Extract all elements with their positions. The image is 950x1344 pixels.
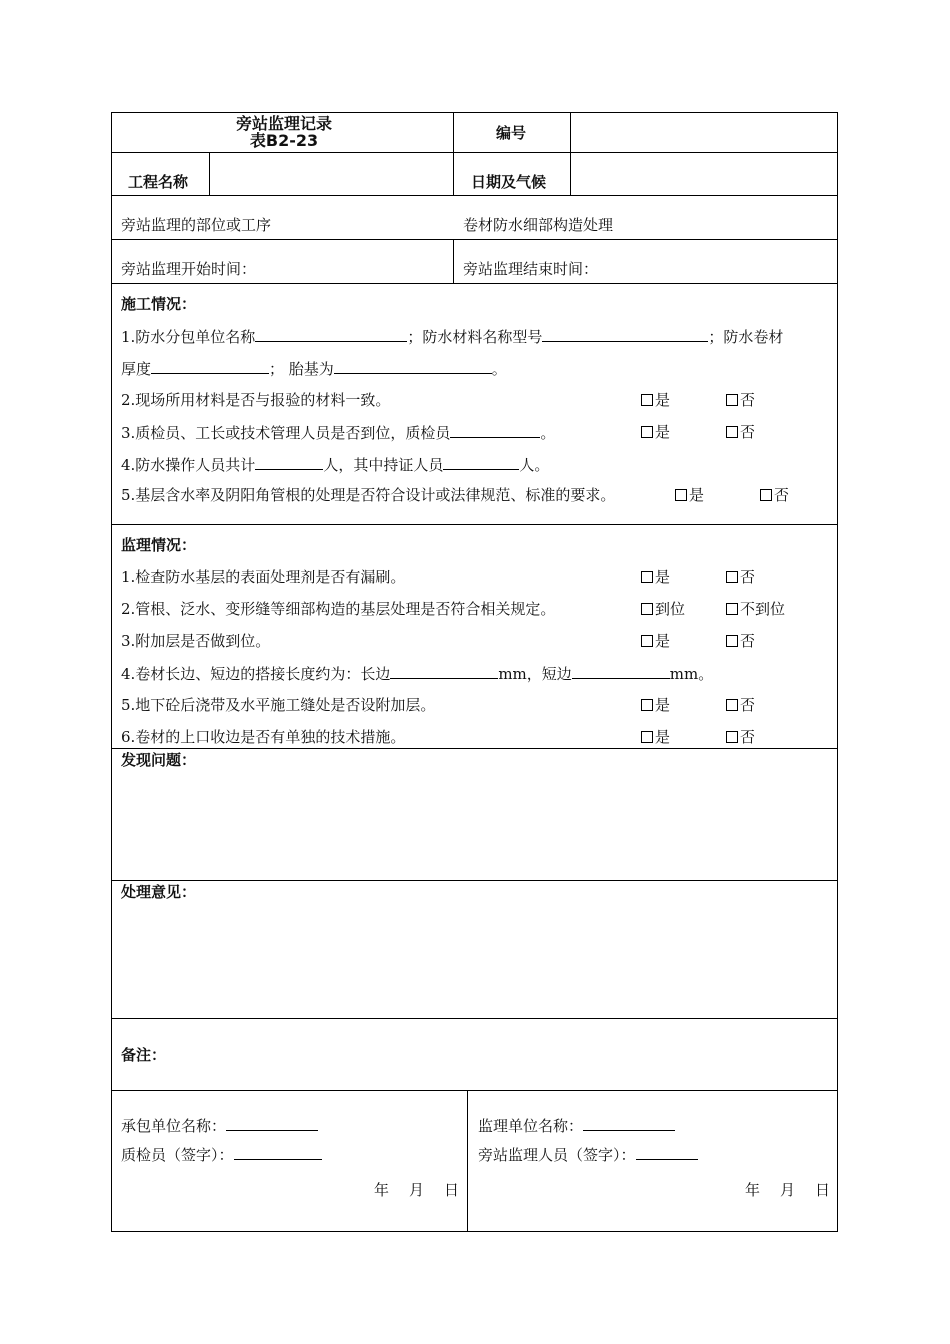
col-divider xyxy=(209,152,210,195)
form-number: 表B2-23 xyxy=(249,131,319,150)
row-divider xyxy=(112,748,837,749)
checkbox-icon[interactable] xyxy=(641,699,653,711)
position-label: 旁站监理的部位或工序 xyxy=(121,216,272,234)
supervisor-unit-line xyxy=(478,1116,675,1135)
no-option[interactable] xyxy=(760,486,789,504)
opinion-title: 处理意见： xyxy=(121,883,197,901)
remarks-title: 备注： xyxy=(121,1046,167,1064)
no-option[interactable] xyxy=(726,423,755,441)
position-value: 卷材防水细部构造处理 xyxy=(463,216,614,234)
thickness-label-a: ；防水卷材 xyxy=(708,328,784,346)
col-divider xyxy=(467,1090,468,1232)
long-edge-label: 4.卷材长边、短边的搭接长度约为：长边 xyxy=(121,665,391,683)
end-time-label: 旁站监理结束时间： xyxy=(463,260,599,278)
construction-item-1 xyxy=(121,327,783,346)
inspector-question: 3.质检员、工长或技术管理人员是否到位，质检员 xyxy=(121,424,451,442)
inspector-sign-blank[interactable] xyxy=(234,1145,322,1160)
record-form xyxy=(111,112,838,1232)
checkbox-icon[interactable] xyxy=(726,426,738,438)
no-option[interactable] xyxy=(726,391,755,409)
base-label: ； 胎基为 xyxy=(269,360,334,378)
construction-title: 施工情况： xyxy=(121,295,197,313)
not-in-place-label: 不到位 xyxy=(740,600,786,618)
yes-option[interactable] xyxy=(641,423,670,441)
checkbox-icon[interactable] xyxy=(726,603,738,615)
day-label: 日 xyxy=(815,1181,831,1199)
supervisor-person-line xyxy=(478,1145,698,1164)
checkbox-icon[interactable] xyxy=(641,731,653,743)
supervision-item-5: 5.地下砼后浇带及水平施工缝处是否设附加层。 xyxy=(121,696,436,714)
base-blank[interactable] xyxy=(334,359,492,374)
supervisor-unit-blank[interactable] xyxy=(583,1116,675,1131)
supervision-item-3: 3.附加层是否做到位。 xyxy=(121,632,271,650)
checkbox-icon[interactable] xyxy=(675,489,687,501)
workers-blank[interactable] xyxy=(255,455,323,470)
row-divider xyxy=(112,283,837,284)
construction-item-3 xyxy=(121,423,555,442)
yes-option[interactable] xyxy=(675,486,704,504)
yes-label: 是 xyxy=(655,632,671,650)
col-divider xyxy=(570,113,571,195)
checkbox-icon[interactable] xyxy=(726,699,738,711)
number-label: 编号 xyxy=(496,124,527,142)
row-divider xyxy=(112,239,837,240)
no-label: 否 xyxy=(740,568,756,586)
no-label: 否 xyxy=(740,696,756,714)
no-label: 否 xyxy=(740,391,756,409)
no-label: 否 xyxy=(740,423,756,441)
construction-item-2: 2.现场所用材料是否与报验的材料一致。 xyxy=(121,391,391,409)
year-label: 年 xyxy=(745,1181,761,1199)
checkbox-icon[interactable] xyxy=(641,603,653,615)
form-title: 旁站监理记录 xyxy=(235,114,332,133)
year-label: 年 xyxy=(374,1181,390,1199)
right-date xyxy=(745,1181,830,1199)
problems-title: 发现问题： xyxy=(121,751,197,769)
checkbox-icon[interactable] xyxy=(641,635,653,647)
yes-option[interactable] xyxy=(641,632,670,650)
period: 。 xyxy=(491,360,507,378)
row-divider xyxy=(112,195,837,196)
opinion-field[interactable] xyxy=(121,905,826,1013)
no-option[interactable] xyxy=(726,568,755,586)
in-place-label: 到位 xyxy=(655,600,686,618)
subcontractor-label: 1.防水分包单位名称 xyxy=(121,328,256,346)
construction-item-5: 5.基层含水率及阴阳角管根的处理是否符合设计或法律规范、标准的要求。 xyxy=(121,486,616,504)
supervision-item-2: 2.管根、泛水、变形缝等细部构造的基层处理是否符合相关规定。 xyxy=(121,600,556,618)
short-edge-blank[interactable] xyxy=(572,664,670,679)
workers-label: 4.防水操作人员共计 xyxy=(121,456,256,474)
inspector-sign-label: 质检员（签字）： xyxy=(121,1146,234,1164)
checkbox-icon[interactable] xyxy=(726,394,738,406)
thickness-blank[interactable] xyxy=(151,359,269,374)
thickness-label: 厚度 xyxy=(121,360,152,378)
certified-label: 人，其中持证人员 xyxy=(323,456,444,474)
no-option[interactable] xyxy=(726,632,755,650)
no-label: 否 xyxy=(774,486,790,504)
unit-label: mm。 xyxy=(669,665,714,683)
supervision-item-4 xyxy=(121,664,713,683)
no-option[interactable] xyxy=(726,696,755,714)
supervision-item-1: 1.检查防水基层的表面处理剂是否有漏刷。 xyxy=(121,568,406,586)
contractor-blank[interactable] xyxy=(226,1116,318,1131)
col-divider xyxy=(453,113,454,195)
period: 。 xyxy=(540,424,556,442)
inspector-blank[interactable] xyxy=(450,423,540,438)
checkbox-icon[interactable] xyxy=(726,635,738,647)
not-in-place-option[interactable] xyxy=(726,600,785,618)
no-option[interactable] xyxy=(726,728,755,746)
checkbox-icon[interactable] xyxy=(641,394,653,406)
checkbox-icon[interactable] xyxy=(641,426,653,438)
material-blank[interactable] xyxy=(542,327,708,342)
row-divider xyxy=(112,1090,837,1091)
inspector-line xyxy=(121,1145,322,1164)
construction-item-1-cont xyxy=(121,359,507,378)
contractor-label: 承包单位名称： xyxy=(121,1117,227,1135)
left-date xyxy=(374,1181,459,1199)
short-edge-label: mm，短边 xyxy=(498,665,572,683)
row-divider xyxy=(112,152,837,153)
subcontractor-blank[interactable] xyxy=(255,327,407,342)
yes-label: 是 xyxy=(655,696,671,714)
supervisor-unit-label: 监理单位名称： xyxy=(478,1117,584,1135)
construction-item-4 xyxy=(121,455,549,474)
checkbox-icon[interactable] xyxy=(726,731,738,743)
supervision-title: 监理情况： xyxy=(121,536,197,554)
row-divider xyxy=(112,524,837,525)
yes-option[interactable] xyxy=(641,568,670,586)
supervision-item-6: 6.卷材的上口收边是否有单独的技术措施。 xyxy=(121,728,406,746)
problems-field[interactable] xyxy=(121,773,826,873)
row-divider xyxy=(112,880,837,881)
unit-label: 人。 xyxy=(519,456,550,474)
yes-option[interactable] xyxy=(641,728,670,746)
date-weather-label: 日期及气候 xyxy=(471,173,547,191)
checkbox-icon[interactable] xyxy=(726,571,738,583)
yes-label: 是 xyxy=(655,423,671,441)
yes-option[interactable] xyxy=(641,696,670,714)
long-edge-blank[interactable] xyxy=(390,664,498,679)
checkbox-icon[interactable] xyxy=(641,571,653,583)
col-divider xyxy=(453,239,454,283)
supervisor-person-label: 旁站监理人员（签字）： xyxy=(478,1146,636,1164)
yes-option[interactable] xyxy=(641,391,670,409)
supervisor-person-blank[interactable] xyxy=(636,1145,698,1160)
day-label: 日 xyxy=(444,1181,460,1199)
start-time-label: 旁站监理开始时间： xyxy=(121,260,257,278)
yes-label: 是 xyxy=(689,486,705,504)
contractor-line xyxy=(121,1116,318,1135)
in-place-option[interactable] xyxy=(641,600,685,618)
project-name-label: 工程名称 xyxy=(128,173,189,191)
month-label: 月 xyxy=(409,1181,425,1199)
yes-label: 是 xyxy=(655,728,671,746)
certified-blank[interactable] xyxy=(443,455,519,470)
yes-label: 是 xyxy=(655,391,671,409)
material-label: ；防水材料名称型号 xyxy=(407,328,543,346)
checkbox-icon[interactable] xyxy=(760,489,772,501)
row-divider xyxy=(112,1018,837,1019)
no-label: 否 xyxy=(740,728,756,746)
yes-label: 是 xyxy=(655,568,671,586)
month-label: 月 xyxy=(780,1181,796,1199)
no-label: 否 xyxy=(740,632,756,650)
